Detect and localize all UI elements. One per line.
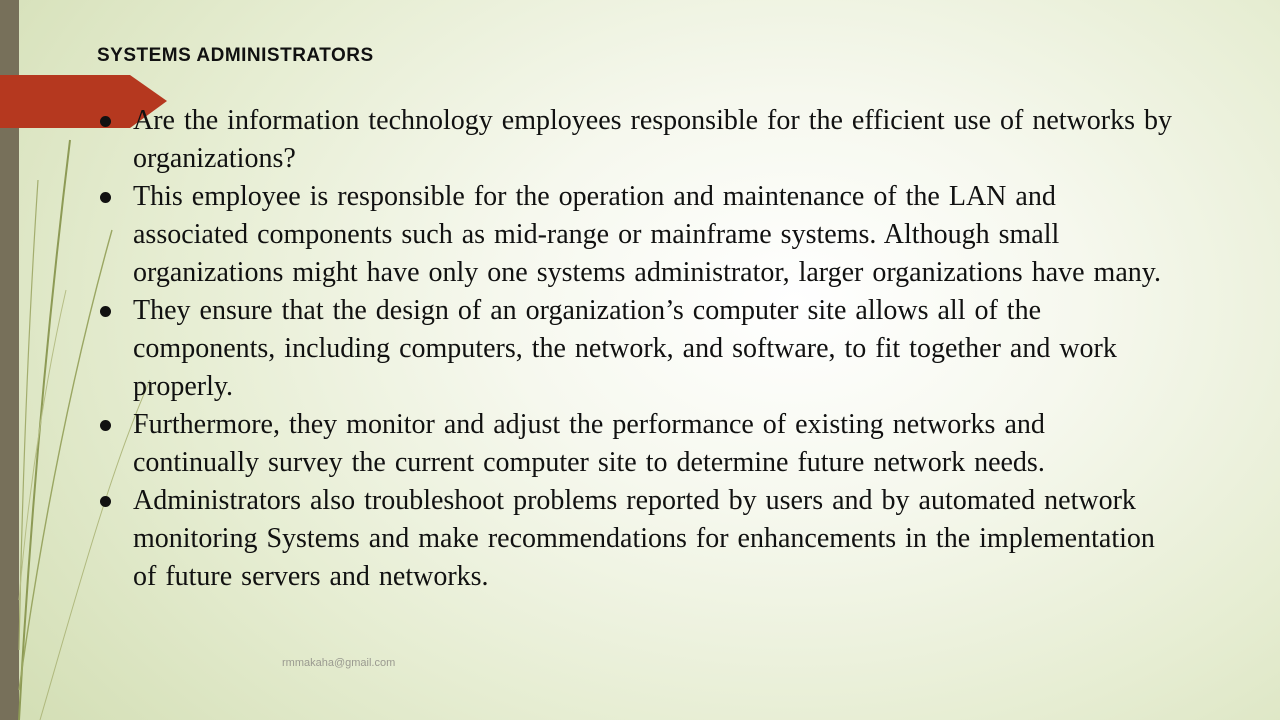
bullet-item [96,178,1176,292]
slide-title: SYSTEMS ADMINISTRATORS [97,45,374,66]
bullet-text: They ensure that the design of an organization’s computer site allows all of the components, including computers, the network, and software, to fit together and work properly. [133,295,1117,402]
bullet-dot-icon [100,306,111,317]
bullet-dot-icon [100,496,111,507]
bullet-item [96,406,1176,482]
bullet-item [96,102,1176,178]
bullet-item [96,482,1176,596]
bullet-dot-icon [100,192,111,203]
bullet-text: Are the information technology employees responsible for the efficient use of networks by organizations? [133,105,1172,174]
bullet-item [96,292,1176,406]
bullet-dot-icon [100,116,111,127]
bullet-list [96,102,1176,596]
bullet-text: Administrators also troubleshoot problems reported by users and by automated network monitoring Systems and make recommendations for enhancements in the implementation of future servers and networks. [133,485,1155,592]
bullet-dot-icon [100,420,111,431]
bullet-text: This employee is responsible for the operation and maintenance of the LAN and associated components such as mid-range or mainframe systems. Although small organizations might have only one systems administrator, larger organizations have many. [133,181,1161,288]
footer-email: rmmakaha@gmail.com [282,657,396,669]
bullet-text: Furthermore, they monitor and adjust the performance of existing networks and continually survey the current computer site to determine future network needs. [133,409,1045,478]
